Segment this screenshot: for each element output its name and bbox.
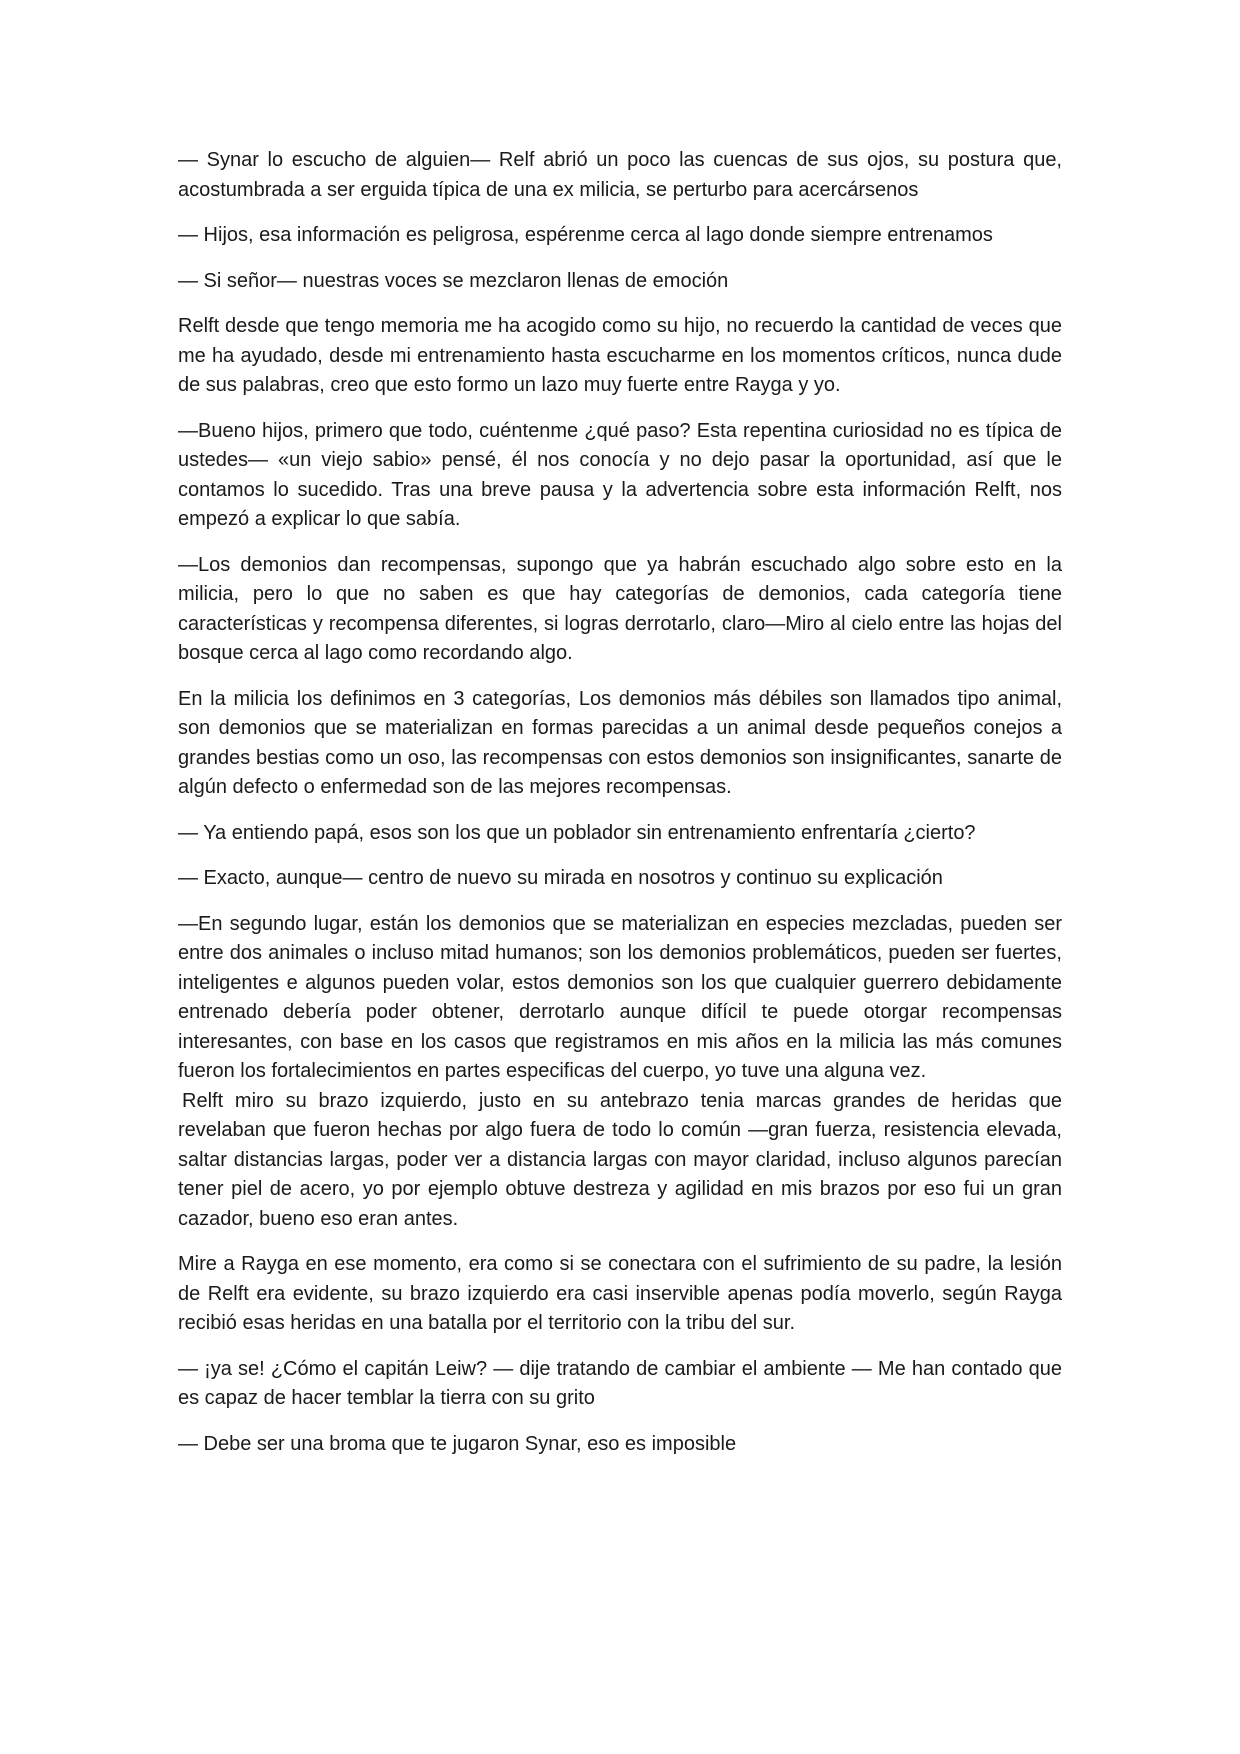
paragraph-6: —Los demonios dan recompensas, supongo que ya habrán escuchado algo sobre esto en la milicia, pero lo que no saben es que hay categorías de demonios, cada categoría tiene características y recompensa diferentes, si logras derrotarlo, claro—Miro al cielo entre las hojas del bosque cerca al lago como recordando algo.: [178, 553, 1062, 664]
paragraph-12: Mire a Rayga en ese momento, era como si se conectara con el sufrimiento de su padre, la lesión de Relft era evidente, su brazo izquierdo era casi inservible apenas podía moverlo, según Rayga recibió esas heridas en una batalla por el territorio con la tribu del sur.: [178, 1253, 1062, 1334]
paragraph-9: — Exacto, aunque— centro de nuevo su mirada en nosotros y continuo su explicación: [178, 867, 943, 889]
paragraph-14: — Debe ser una broma que te jugaron Synar, eso es imposible: [178, 1432, 737, 1455]
document-body: [178, 146, 1062, 1475]
paragraph-8: — Ya entiendo papá, esos son los que un poblador sin entrenamiento enfrentaría ¿cierto?: [178, 821, 976, 844]
paragraph-7: En la milicia los definimos en 3 categorías, Los demonios más débiles son llamados tipo animal, son demonios que se materializan en formas parecidas a un animal desde pequeños conejos a grandes bestias como un oso, las recompensas con estos demonios son insignificantes, sanarte de algún defecto o enfermedad son de las mejores recompensas.: [178, 687, 1062, 798]
paragraph-4: Relft desde que tengo memoria me ha acogido como su hijo, no recuerdo la cantidad de veces que me ha ayudado, desde mi entrenamiento hasta escucharme en los momentos críticos, nunca dude de sus palabras, creo que esto formo un lazo muy fuerte entre Rayga y yo.: [178, 315, 1062, 396]
paragraph-2: — Hijos, esa información es peligrosa, espérenme cerca al lago donde siempre entrenamos: [178, 224, 993, 246]
paragraph-11: Relft miro su brazo izquierdo, justo en su antebrazo tenia marcas grandes de heridas que revelaban que fueron hechas por algo fuera de todo lo común —gran fuerza, resistencia elevada, saltar distancias largas, poder ver a distancia largas con mayor claridad, incluso algunos parecían tener piel de acero, yo por ejemplo obtuve destreza y agilidad en mis brazos por eso fui un gran cazador, bueno eso eran antes.: [178, 1089, 1062, 1230]
paragraph-5: —Bueno hijos, primero que todo, cuéntenme ¿qué paso? Esta repentina curiosidad no es típica de ustedes— «un viejo sabio» pensé, él nos conocía y no dejo pasar la oportunidad, así que le contamos lo sucedido. Tras una breve pausa y la advertencia sobre esta información Relft, nos empezó a explicar lo que sabía.: [178, 419, 1062, 530]
paragraph-3: — Si señor— nuestras voces se mezclaron llenas de emoción: [178, 269, 729, 292]
paragraph-13: — ¡ya se! ¿Cómo el capitán Leiw? — dije tratando de cambiar el ambiente — Me han contado que es capaz de hacer temblar la tierra con su grito: [178, 1357, 1062, 1409]
paragraph-10: —En segundo lugar, están los demonios que se materializan en especies mezcladas, pueden ser entre dos animales o incluso mitad humanos; son los demonios problemáticos, pueden ser fuertes, inteligentes e algunos pueden volar, estos demonios son los que cualquier guerrero debidamente entrenado debería poder obtener, derrotarlo aunque difícil te puede otorgar recompensas interesantes, con base en los casos que registramos en mis años en la milicia las más comunes fueron los fortalecimientos en partes especificas del cuerpo, yo tuve una alguna vez.: [178, 912, 1062, 1082]
paragraph-1: — Synar lo escucho de alguien— Relf abrió un poco las cuencas de sus ojos, su postura que, acostumbrada a ser erguida típica de una ex milicia, se perturbo para acercársenos: [178, 149, 1062, 201]
